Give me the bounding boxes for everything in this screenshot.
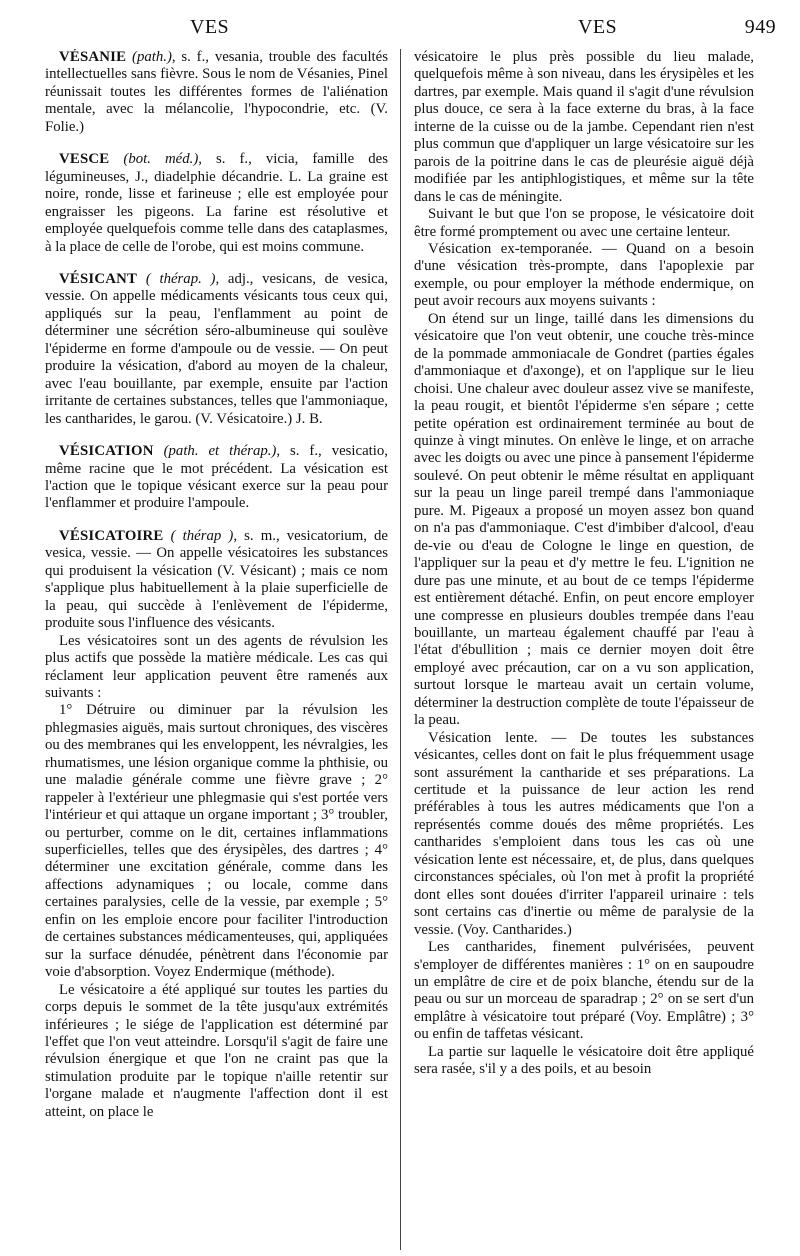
body-paragraph: 1° Détruire ou diminuer par la révulsion les phlegmasies aiguës, mais surtout chroniques, des viscères ou des membranes qui les enveloppent, les névralgies, les rhumatismes, une lésion organique comme la phthisie, ou une maladie générale comme une fièvre grave ; 2° rappeler à l'extérieur une phlegmasie qui s'est portée vers l'intérieur et qui attaque un organe important ; 3° troubler, ou perturber, comme on le dit, certaines inflammations superficielles, telles que des érysipèles, des dartres ; 4° déterminer une excitation générale, comme dans les affections adynamiques ; ou locale, comme dans certaines paralysies, celle de la vessie, par exemple ; 5° enfin on les emploie encore pour faciliter l'introduction de certaines substances médicamenteuses, qui, appliquées sur la surface dénudée, pénètrent dans l'économie par voie d'absorption. Voyez Endermique (méthode).	[45, 702, 388, 981]
body-paragraph-continued: vésicatoire le plus près possible du lieu malade, quelquefois même à son niveau, dans les érysipèles et les dartres, par exemple. Mais quand il s'agit d'une révulsion plus douce, ce sera à la face externe du bras, à la face interne de la cuisse ou de la jambe. Cependant rien n'est plus commun que d'appliquer un large vésicatoire sur les parois de la poitrine dans le cas de pleurésie aiguë déjà modifiée par les antiphlogistiques, et même sur la tête dans le cas de méningite.	[414, 49, 754, 205]
entry-text: , s. f., vesicatio, même racine que le mot précédent. La vésication est l'action que le topique vésicant exerce sur la peau pour l'enflammer et produire l'ampoule.	[45, 443, 388, 512]
entry-vesicant	[45, 271, 388, 428]
entry-vesce	[45, 151, 388, 256]
page-number: 949	[744, 16, 776, 38]
header-left-word: VES	[190, 16, 229, 38]
body-paragraph: Vésication lente. — De toutes les substances vésicantes, celles dont on fait le plus fréquemment usage sont assurément la cantharide et ses préparations. La certitude et la puissance de leur action les rend préférables à tous les autres médicaments que l'on a représentés comme doués des même propriétés. Les cantharides s'emploient dans tous les cas où une vésication lente est nécessaire, et, de plus, dans quelques circonstances spéciales, où l'on met à profit la propriété dont elles sont douées d'irriter l'appareil urinaire : tels sont certains cas d'inertie ou même de paralysie de la vessie. (Voy. Cantharides.)	[414, 729, 754, 938]
entry-headword: VÉSICANT	[59, 270, 138, 287]
body-paragraph: Les cantharides, finement pulvérisées, peuvent s'employer de différentes manières : 1° on en saupoudre un emplâtre de cire et de poix blanche, étendu sur de la peau ou sur un morceau de sparadrap ; 2° on se sert d'un emplâtre à vésicatoire tout préparé (Voy. Emplâtre) ; 3° ou enfin de taffetas vésicant.	[414, 939, 754, 1043]
entry-headword: VÉSICATION	[59, 443, 154, 460]
header-right-word: VES	[578, 16, 617, 38]
entry-vesicatoire	[45, 528, 388, 633]
entry-text: , s. f., vicia, famille des légumineuses, J., diadelphie décandrie. L. La graine est noire, ronde, lisse et farineuse ; elle est employée pour engraisser les pigeons. La farine est résolutive et employée quelquefois comme telle dans des cataplasmes, à la place de celle de l'orobe, qui est moins commune.	[45, 151, 388, 255]
body-paragraph: Suivant le but que l'on se propose, le vésicatoire doit être formé promptement ou avec une certaine lenteur.	[414, 206, 754, 240]
entry-domain: (path.)	[132, 49, 172, 65]
entry-domain: ( thérap. )	[145, 270, 216, 287]
body-paragraph: On étend sur un linge, taillé dans les dimensions du vésicatoire que l'on veut obtenir, une couche très-mince de la pommade ammoniacale de Gondret (parties égales d'ammoniaque et d'axonge), et on l'applique sur le lieu choisi. Une chaleur avec douleur assez vive se manifeste, la peau rougit, et bientôt l'épiderme s'en sépare ; cette petite opération est ordinairement terminée au bout de quinze à vingt minutes. On enlève le linge, et on arrache avec les doigts ou avec une pince à pansement l'épiderme soulevé. On peut obtenir le même résultat en appliquant sur la peau un linge pareil trempé dans l'ammoniaque pure. M. Pigeaux a proposé un moyen assez bon quand on n'a pas d'ammoniaque. C'est d'imbiber d'alcool, d'eau de-vie ou d'eau de Cologne le linge en question, de l'appliquer sur la peau et d'y mettre le feu. L'ignition ne dure pas une minute, et au bout de ce temps l'épiderme est entièrement détaché. Enfin, on peut encore employer une compresse en plusieurs doubles trempée dans l'eau bouillante, un marteau également chauffé par l'eau à l'état d'ébullition ; mais ce dernier moyen doit être employé avec précaution, car on a vu son application, surtout lorsque le marteau avait un certain volume, déterminer la destruction complète de toute l'épaisseur de la peau.	[414, 310, 754, 729]
right-column	[414, 49, 754, 1256]
entry-text: , s. f., vesania, trouble des facultés intellectuelles sans fièvre. Sous le nom de Vésanies, Pinel réunissait toutes les différentes formes de l'aliénation mentale, avec la mélancolie, l'hypocondrie, etc. (V. Folie.)	[45, 49, 388, 135]
entry-vesanie	[45, 49, 388, 136]
column-divider	[400, 49, 401, 1250]
entry-vesication	[45, 443, 388, 513]
body-paragraph: La partie sur laquelle le vésicatoire doit être appliqué sera rasée, s'il y a des poils, et au besoin	[414, 1043, 754, 1078]
entry-headword: VÉSANIE	[59, 49, 127, 65]
entry-headword: VÉSICATOIRE	[59, 527, 164, 544]
left-column	[45, 49, 388, 1256]
entry-text: , s. m., vesicatorium, de vesica, vessie. — On appelle vésicatoires les substances qui produisent la vésication (V. Vésicant) ; mais ce nom s'applique plus habituellement à la plaie superficielle de la peau, qui succède à l'enlèvement de l'épiderme, produite sous l'influence des vésicants.	[45, 527, 388, 632]
body-paragraph: Les vésicatoires sont un des agents de révulsion les plus actifs que possède la matière médicale. Les cas qui réclament leur application peuvent être ramenés aux suivants :	[45, 632, 388, 701]
body-paragraph: Vésication ex-temporanée. — Quand on a besoin d'une vésication très-prompte, dans l'apoplexie par exemple, ou pour employer la méthode endermique, on peut avoir recours aux moyens suivants :	[414, 240, 754, 310]
entry-headword: VESCE	[59, 151, 110, 168]
entry-domain: (bot. méd.)	[123, 151, 199, 168]
running-header	[0, 16, 800, 46]
body-paragraph: Le vésicatoire a été appliqué sur toutes les parties du corps depuis le sommet de la tête jusqu'aux extrémités inférieures ; le siége de l'application est déterminé par l'effet que l'on veut atteindre. Lorsqu'il s'agit de faire une révulsion énergique et que l'on ne craint pas que la stimulation produite par le topique n'aille retentir sur l'organe malade et n'augmente l'affection dont il est atteint, on place le	[45, 981, 388, 1120]
entry-domain: ( thérap )	[170, 527, 234, 544]
entry-domain: (path. et thérap.)	[163, 443, 277, 460]
entry-text: , adj., vesicans, de vesica, vessie. On appelle médicaments vésicants tous ceux qui, appliqués sur la peau, l'enflamment au point de déterminer une sécrétion séro-albumineuse qui soulève l'épiderme en forme d'ampoule ou de vessie. — On peut produire la vésication, d'abord au moyen de la chaleur, avec l'eau bouillante, par exemple, ensuite par l'action irritante de certaines substances, telles que l'ammoniaque, les cantharides, le garou. (V. Vésicatoire.) J. B.	[45, 270, 388, 427]
